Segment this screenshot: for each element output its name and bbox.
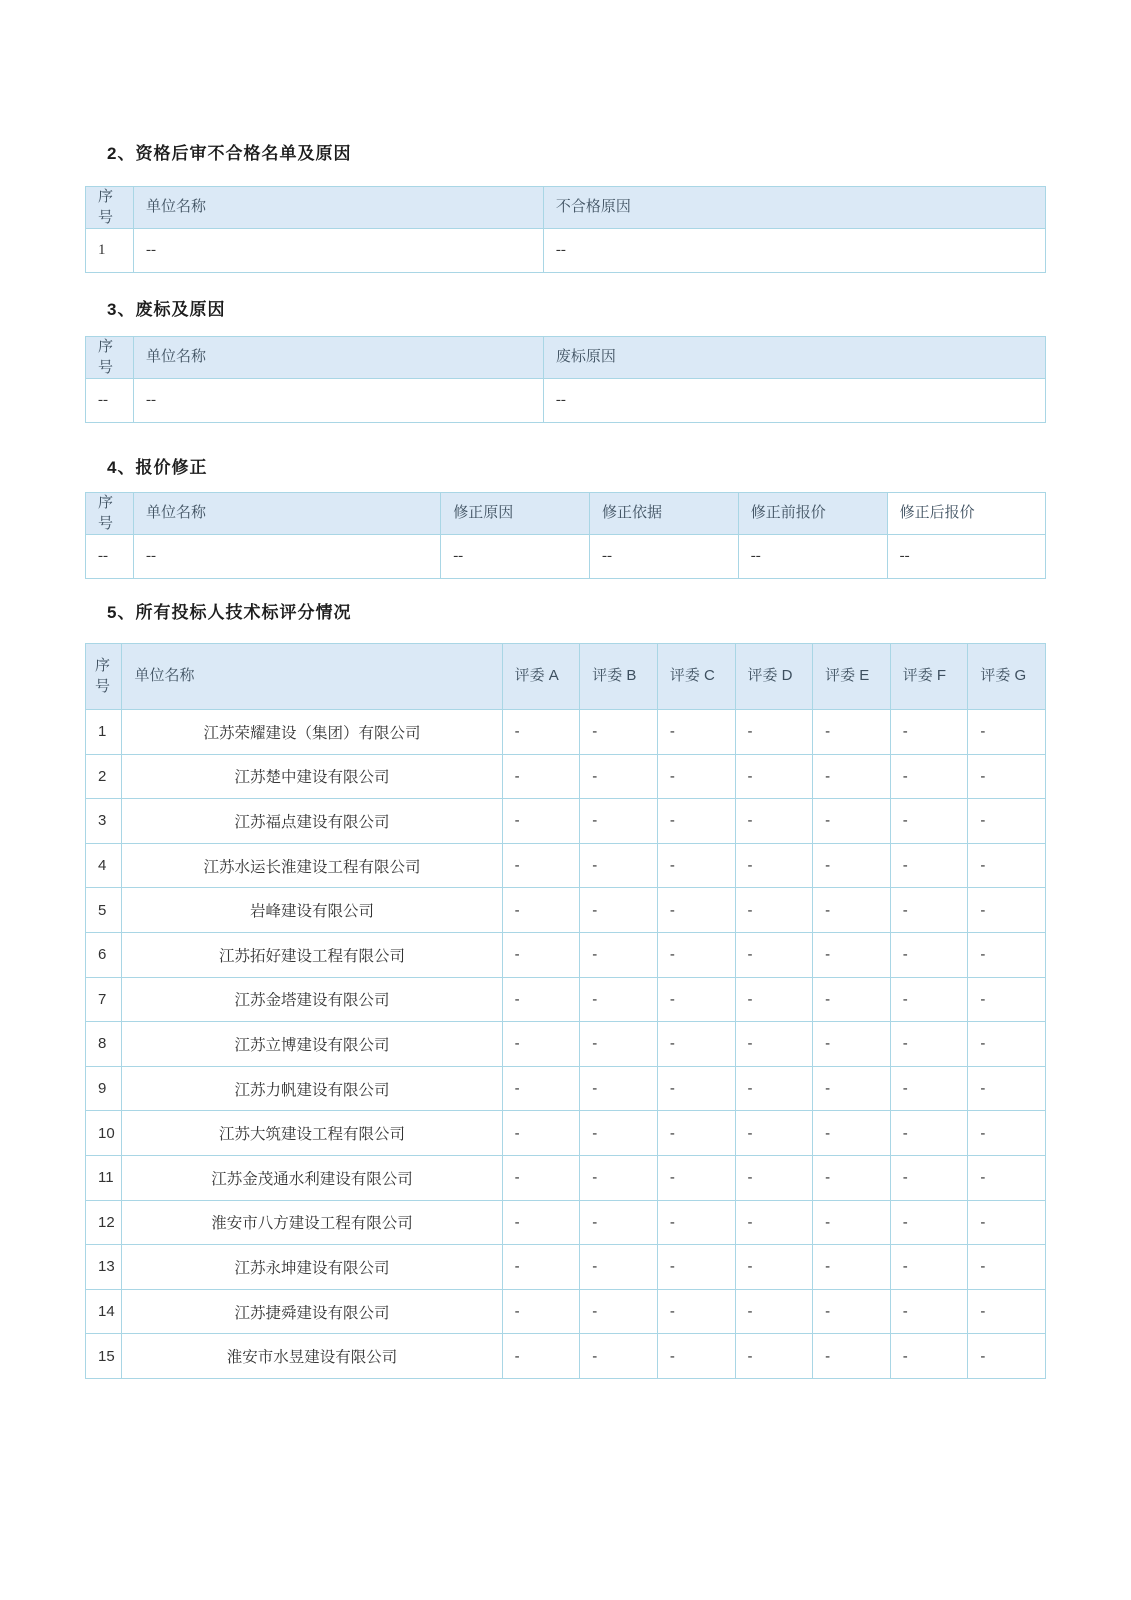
company-name-cell: 江苏福点建设有限公司 <box>122 799 502 844</box>
company-name-cell: 江苏水运长淮建设工程有限公司 <box>122 843 502 888</box>
company-name-cell: 江苏楚中建设有限公司 <box>122 754 502 799</box>
company-name-cell: 岩峰建设有限公司 <box>122 888 502 933</box>
table-cell: - <box>890 754 968 799</box>
table-cell: - <box>813 1155 891 1200</box>
column-header: 评委 E <box>813 644 891 710</box>
column-header: 评委 C <box>657 644 735 710</box>
column-header: 修正后报价 <box>887 493 1045 535</box>
table-row <box>86 799 1046 844</box>
table-cell: - <box>502 799 580 844</box>
table-cell: - <box>813 1334 891 1379</box>
table-cell: - <box>502 1022 580 1067</box>
table-cell: - <box>968 932 1046 977</box>
column-header: 序号 <box>86 187 134 229</box>
table-cell: -- <box>441 535 590 579</box>
table-cell: - <box>890 843 968 888</box>
table-row <box>86 1245 1046 1290</box>
table-cell: - <box>657 710 735 755</box>
column-header: 评委 D <box>735 644 813 710</box>
table-row <box>86 1022 1046 1067</box>
table-cell: 2 <box>86 754 122 799</box>
table-cell: - <box>890 1334 968 1379</box>
section-heading-2: 2、资格后审不合格名单及原因 <box>107 144 352 163</box>
table-cell: - <box>580 843 658 888</box>
table-cell: 1 <box>86 229 134 273</box>
column-header: 单位名称 <box>134 187 544 229</box>
table-cell: - <box>502 710 580 755</box>
column-header: 修正依据 <box>589 493 738 535</box>
table-cell: 12 <box>86 1200 122 1245</box>
table-cell: - <box>813 710 891 755</box>
table-cell: - <box>657 1111 735 1156</box>
table-cell: - <box>968 710 1046 755</box>
table-row <box>86 1200 1046 1245</box>
table-cell: - <box>813 1289 891 1334</box>
table-cell: - <box>735 1111 813 1156</box>
table-cell: - <box>890 977 968 1022</box>
table-row <box>86 977 1046 1022</box>
table-cell: - <box>502 1155 580 1200</box>
table-cell: - <box>890 710 968 755</box>
table-cell: - <box>735 1334 813 1379</box>
section-invalid-bids <box>85 298 1046 423</box>
section-price-corrections <box>85 456 1046 579</box>
table-cell: - <box>657 843 735 888</box>
table-cell: - <box>502 1200 580 1245</box>
column-header: 修正原因 <box>441 493 590 535</box>
table-cell: - <box>502 888 580 933</box>
table-cell: 15 <box>86 1334 122 1379</box>
column-header: 废标原因 <box>543 337 1045 379</box>
table-cell: 7 <box>86 977 122 1022</box>
table-cell: - <box>968 843 1046 888</box>
table-cell: - <box>813 1245 891 1290</box>
table-cell: - <box>813 1200 891 1245</box>
table-cell: - <box>580 1334 658 1379</box>
table-row <box>86 843 1046 888</box>
table-row <box>86 710 1046 755</box>
table-cell: - <box>580 1200 658 1245</box>
table-cell: - <box>502 1245 580 1290</box>
table-cell: - <box>580 1111 658 1156</box>
table-cell: - <box>968 1155 1046 1200</box>
table-cell: - <box>813 754 891 799</box>
table-cell: - <box>580 1289 658 1334</box>
table-cell: - <box>813 1111 891 1156</box>
table-cell: - <box>890 1022 968 1067</box>
table-cell: - <box>890 1155 968 1200</box>
table-cell: - <box>580 1022 658 1067</box>
table-cell: -- <box>589 535 738 579</box>
table-cell: - <box>657 932 735 977</box>
table-cell: - <box>813 888 891 933</box>
table-cell: -- <box>86 379 134 423</box>
table-cell: - <box>735 799 813 844</box>
table-cell: - <box>502 1334 580 1379</box>
table-header-row <box>86 187 1046 229</box>
table-cell: 1 <box>86 710 122 755</box>
table-cell: - <box>735 1155 813 1200</box>
table-cell: - <box>968 1289 1046 1334</box>
table-row <box>86 229 1046 273</box>
table-cell: - <box>890 1245 968 1290</box>
table-row <box>86 1111 1046 1156</box>
table-cell: 4 <box>86 843 122 888</box>
table-cell: - <box>735 754 813 799</box>
table-cell: - <box>735 710 813 755</box>
company-name-cell: 江苏大筑建设工程有限公司 <box>122 1111 502 1156</box>
table-cell: - <box>735 977 813 1022</box>
table-cell: - <box>968 1334 1046 1379</box>
table-cell: - <box>968 754 1046 799</box>
table-cell: -- <box>86 535 134 579</box>
table-cell: - <box>502 932 580 977</box>
table-cell: - <box>735 888 813 933</box>
table-row <box>86 1334 1046 1379</box>
table-cell: - <box>813 1066 891 1111</box>
table-cell: 3 <box>86 799 122 844</box>
post-qualification-failures-table <box>85 186 1046 273</box>
table-cell: - <box>580 799 658 844</box>
table-cell: - <box>968 1022 1046 1067</box>
table-cell: - <box>502 1066 580 1111</box>
table-header-row <box>86 644 1046 710</box>
table-cell: - <box>580 754 658 799</box>
table-cell: 13 <box>86 1245 122 1290</box>
section-heading-5: 5、所有投标人技术标评分情况 <box>107 603 352 622</box>
table-cell: -- <box>134 535 441 579</box>
table-cell: - <box>890 1289 968 1334</box>
company-name-cell: 淮安市八方建设工程有限公司 <box>122 1200 502 1245</box>
table-cell: 6 <box>86 932 122 977</box>
table-row <box>86 1066 1046 1111</box>
technical-bid-scores-table <box>85 643 1046 1379</box>
table-cell: - <box>735 932 813 977</box>
table-cell: -- <box>543 379 1045 423</box>
table-cell: -- <box>887 535 1045 579</box>
table-cell: - <box>890 799 968 844</box>
table-cell: - <box>890 1111 968 1156</box>
table-cell: - <box>968 1245 1046 1290</box>
table-cell: - <box>657 1289 735 1334</box>
table-header-row <box>86 337 1046 379</box>
column-header: 序号 <box>86 493 134 535</box>
table-cell: - <box>502 1111 580 1156</box>
table-cell: - <box>968 977 1046 1022</box>
table-cell: 8 <box>86 1022 122 1067</box>
column-header: 单位名称 <box>134 493 441 535</box>
table-cell: - <box>580 932 658 977</box>
column-header: 评委 F <box>890 644 968 710</box>
column-header: 不合格原因 <box>543 187 1045 229</box>
table-cell: - <box>657 888 735 933</box>
section-heading-4: 4、报价修正 <box>107 458 208 477</box>
table-cell: - <box>735 1245 813 1290</box>
table-cell: - <box>657 1022 735 1067</box>
column-header: 单位名称 <box>122 644 502 710</box>
table-cell: - <box>657 1245 735 1290</box>
table-cell: - <box>580 1066 658 1111</box>
table-header-row <box>86 493 1046 535</box>
company-name-cell: 江苏荣耀建设（集团）有限公司 <box>122 710 502 755</box>
price-corrections-table <box>85 492 1046 579</box>
company-name-cell: 江苏永坤建设有限公司 <box>122 1245 502 1290</box>
invalid-bids-table <box>85 336 1046 423</box>
table-row <box>86 1289 1046 1334</box>
table-row <box>86 932 1046 977</box>
table-cell: - <box>813 977 891 1022</box>
table-cell: 10 <box>86 1111 122 1156</box>
table-row <box>86 535 1046 579</box>
table-cell: - <box>657 1066 735 1111</box>
table-cell: - <box>968 1111 1046 1156</box>
table-cell: - <box>657 977 735 1022</box>
company-name-cell: 淮安市水昱建设有限公司 <box>122 1334 502 1379</box>
column-header: 评委 G <box>968 644 1046 710</box>
table-cell: -- <box>134 229 544 273</box>
table-row <box>86 754 1046 799</box>
table-cell: 9 <box>86 1066 122 1111</box>
table-cell: - <box>735 843 813 888</box>
table-cell: - <box>580 710 658 755</box>
section-technical-bid-scores <box>85 601 1046 1379</box>
table-row <box>86 1155 1046 1200</box>
table-cell: - <box>968 1200 1046 1245</box>
table-cell: - <box>813 843 891 888</box>
table-cell: - <box>890 1200 968 1245</box>
company-name-cell: 江苏捷舜建设有限公司 <box>122 1289 502 1334</box>
table-cell: - <box>968 1066 1046 1111</box>
company-name-cell: 江苏金塔建设有限公司 <box>122 977 502 1022</box>
table-cell: - <box>735 1289 813 1334</box>
section-post-qualification-failures <box>85 142 1046 273</box>
table-cell: - <box>580 977 658 1022</box>
table-cell: 5 <box>86 888 122 933</box>
table-cell: - <box>580 888 658 933</box>
company-name-cell: 江苏金茂通水利建设有限公司 <box>122 1155 502 1200</box>
column-header: 单位名称 <box>134 337 544 379</box>
table-cell: - <box>735 1066 813 1111</box>
table-cell: -- <box>134 379 544 423</box>
table-cell: - <box>890 932 968 977</box>
column-header: 评委 B <box>580 644 658 710</box>
company-name-cell: 江苏力帆建设有限公司 <box>122 1066 502 1111</box>
table-cell: - <box>890 888 968 933</box>
table-row <box>86 379 1046 423</box>
table-cell: - <box>735 1200 813 1245</box>
table-cell: - <box>657 1155 735 1200</box>
table-cell: - <box>657 754 735 799</box>
table-cell: -- <box>543 229 1045 273</box>
table-cell: - <box>890 1066 968 1111</box>
table-cell: - <box>580 1155 658 1200</box>
column-header: 评委 A <box>502 644 580 710</box>
column-header: 修正前报价 <box>738 493 887 535</box>
table-cell: - <box>813 932 891 977</box>
table-cell: - <box>502 1289 580 1334</box>
table-cell: - <box>502 754 580 799</box>
table-cell: -- <box>738 535 887 579</box>
table-cell: - <box>813 1022 891 1067</box>
column-header: 序号 <box>86 337 134 379</box>
company-name-cell: 江苏拓好建设工程有限公司 <box>122 932 502 977</box>
table-cell: 11 <box>86 1155 122 1200</box>
column-header: 序号 <box>86 644 122 710</box>
table-cell: 14 <box>86 1289 122 1334</box>
table-cell: - <box>657 799 735 844</box>
table-cell: - <box>657 1200 735 1245</box>
table-cell: - <box>502 977 580 1022</box>
table-cell: - <box>968 888 1046 933</box>
table-cell: - <box>502 843 580 888</box>
section-heading-3: 3、废标及原因 <box>107 300 226 319</box>
table-cell: - <box>813 799 891 844</box>
table-cell: - <box>968 799 1046 844</box>
table-cell: - <box>580 1245 658 1290</box>
table-cell: - <box>735 1022 813 1067</box>
company-name-cell: 江苏立博建设有限公司 <box>122 1022 502 1067</box>
table-cell: - <box>657 1334 735 1379</box>
table-row <box>86 888 1046 933</box>
